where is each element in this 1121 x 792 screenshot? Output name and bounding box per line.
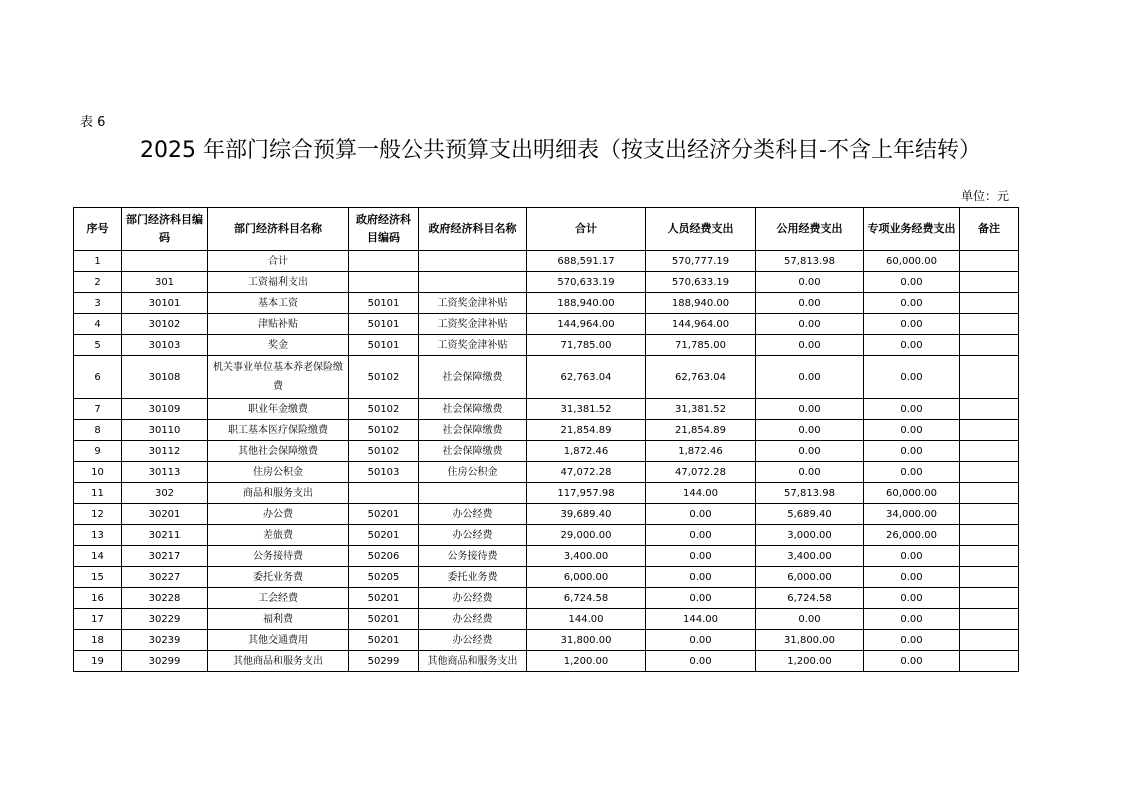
table-cell: 5,689.40 (756, 504, 864, 525)
table-cell: 71,785.00 (646, 335, 756, 356)
table-cell: 0.00 (646, 651, 756, 672)
table-cell: 5 (74, 335, 122, 356)
table-cell: 50101 (349, 293, 419, 314)
table-cell: 职业年金缴费 (208, 399, 349, 420)
table-cell: 50102 (349, 420, 419, 441)
table-cell (960, 651, 1019, 672)
table-cell: 0.00 (646, 525, 756, 546)
table-cell: 47,072.28 (527, 462, 646, 483)
table-cell: 3,400.00 (527, 546, 646, 567)
table-cell: 0.00 (646, 567, 756, 588)
table-row (74, 420, 1019, 441)
table-cell: 0.00 (756, 293, 864, 314)
table-cell (960, 483, 1019, 504)
table-cell: 30229 (122, 609, 208, 630)
table-cell (960, 293, 1019, 314)
table-cell: 委托业务费 (419, 567, 527, 588)
table-row (74, 609, 1019, 630)
table-cell (349, 483, 419, 504)
table-cell: 0.00 (756, 399, 864, 420)
table-cell (960, 314, 1019, 335)
table-cell: 0.00 (756, 272, 864, 293)
table-cell: 0.00 (864, 272, 960, 293)
table-cell: 30299 (122, 651, 208, 672)
table-cell: 50102 (349, 399, 419, 420)
table-cell: 4 (74, 314, 122, 335)
table-cell (122, 251, 208, 272)
table-cell: 津贴补贴 (208, 314, 349, 335)
table-cell: 3,400.00 (756, 546, 864, 567)
table-cell: 差旅费 (208, 525, 349, 546)
table-cell: 办公经费 (419, 525, 527, 546)
table-cell: 188,940.00 (646, 293, 756, 314)
table-cell: 144.00 (527, 609, 646, 630)
table-row (74, 651, 1019, 672)
table-cell: 50201 (349, 588, 419, 609)
table-cell: 0.00 (864, 420, 960, 441)
table-row (74, 335, 1019, 356)
table-body (74, 251, 1019, 672)
table-cell: 301 (122, 272, 208, 293)
header-cell: 备注 (960, 208, 1019, 251)
table-cell: 工资奖金津补贴 (419, 293, 527, 314)
table-cell: 奖金 (208, 335, 349, 356)
table-cell: 50205 (349, 567, 419, 588)
table-cell: 其他商品和服务支出 (419, 651, 527, 672)
table-cell: 6,724.58 (527, 588, 646, 609)
table-cell: 0.00 (864, 630, 960, 651)
table-cell: 30108 (122, 356, 208, 399)
table-cell: 1,200.00 (527, 651, 646, 672)
table-cell: 30112 (122, 441, 208, 462)
table-cell: 30201 (122, 504, 208, 525)
table-cell: 工会经费 (208, 588, 349, 609)
table-cell: 0.00 (864, 335, 960, 356)
table-row (74, 567, 1019, 588)
table-cell: 工资奖金津补贴 (419, 335, 527, 356)
table-cell: 0.00 (864, 567, 960, 588)
table-cell: 17 (74, 609, 122, 630)
table-cell: 机关事业单位基本养老保险缴费 (208, 356, 349, 399)
table-cell: 21,854.89 (527, 420, 646, 441)
table-cell (960, 356, 1019, 399)
table-cell: 144,964.00 (527, 314, 646, 335)
table-cell: 30109 (122, 399, 208, 420)
table-cell: 144.00 (646, 483, 756, 504)
table-cell: 31,381.52 (646, 399, 756, 420)
table-cell: 30211 (122, 525, 208, 546)
table-cell: 57,813.98 (756, 483, 864, 504)
table-cell: 办公经费 (419, 504, 527, 525)
table-cell: 6,000.00 (756, 567, 864, 588)
table-cell: 144,964.00 (646, 314, 756, 335)
table-cell: 0.00 (864, 651, 960, 672)
table-cell (960, 525, 1019, 546)
table-cell: 71,785.00 (527, 335, 646, 356)
table-row (74, 272, 1019, 293)
table-cell: 基本工资 (208, 293, 349, 314)
table-cell: 社会保障缴费 (419, 356, 527, 399)
table-cell: 0.00 (864, 441, 960, 462)
table-cell: 50102 (349, 356, 419, 399)
table-cell: 15 (74, 567, 122, 588)
table-cell: 0.00 (756, 420, 864, 441)
table-cell: 50201 (349, 525, 419, 546)
table-row (74, 525, 1019, 546)
table-cell (960, 630, 1019, 651)
header-cell: 合计 (527, 208, 646, 251)
table-row (74, 630, 1019, 651)
table-row (74, 546, 1019, 567)
table-cell: 144.00 (646, 609, 756, 630)
table-cell: 0.00 (646, 630, 756, 651)
table-cell (960, 441, 1019, 462)
table-cell (960, 399, 1019, 420)
table-cell: 31,381.52 (527, 399, 646, 420)
table-cell (960, 588, 1019, 609)
table-cell: 8 (74, 420, 122, 441)
table-cell: 商品和服务支出 (208, 483, 349, 504)
table-cell: 住房公积金 (419, 462, 527, 483)
table-cell (960, 251, 1019, 272)
table-cell: 30217 (122, 546, 208, 567)
table-cell: 0.00 (864, 462, 960, 483)
table-cell: 工资奖金津补贴 (419, 314, 527, 335)
table-cell: 13 (74, 525, 122, 546)
table-cell: 30101 (122, 293, 208, 314)
table-cell: 50201 (349, 630, 419, 651)
table-cell: 188,940.00 (527, 293, 646, 314)
table-cell: 50299 (349, 651, 419, 672)
table-row (74, 441, 1019, 462)
table-cell: 57,813.98 (756, 251, 864, 272)
table-cell (960, 335, 1019, 356)
table-cell: 办公经费 (419, 609, 527, 630)
table-cell: 公务接待费 (419, 546, 527, 567)
table-cell: 0.00 (756, 441, 864, 462)
table-cell: 30227 (122, 567, 208, 588)
table-cell: 50101 (349, 335, 419, 356)
table-cell: 50102 (349, 441, 419, 462)
header-cell: 序号 (74, 208, 122, 251)
table-cell (419, 251, 527, 272)
table-cell: 47,072.28 (646, 462, 756, 483)
table-cell: 6,724.58 (756, 588, 864, 609)
table-cell: 1,200.00 (756, 651, 864, 672)
table-cell: 570,633.19 (527, 272, 646, 293)
header-cell: 部门经济科目名称 (208, 208, 349, 251)
table-cell: 21,854.89 (646, 420, 756, 441)
table-cell: 6 (74, 356, 122, 399)
table-cell: 0.00 (756, 356, 864, 399)
table-cell: 其他社会保障缴费 (208, 441, 349, 462)
table-cell (960, 462, 1019, 483)
table-cell: 社会保障缴费 (419, 420, 527, 441)
table-cell: 合计 (208, 251, 349, 272)
table-cell: 30239 (122, 630, 208, 651)
header-cell: 人员经费支出 (646, 208, 756, 251)
table-row (74, 483, 1019, 504)
table-cell: 12 (74, 504, 122, 525)
table-row (74, 399, 1019, 420)
table-cell: 60,000.00 (864, 251, 960, 272)
table-cell: 社会保障缴费 (419, 399, 527, 420)
table-cell: 26,000.00 (864, 525, 960, 546)
table-cell: 0.00 (864, 399, 960, 420)
table-cell: 公务接待费 (208, 546, 349, 567)
table-cell: 社会保障缴费 (419, 441, 527, 462)
table-cell: 办公经费 (419, 630, 527, 651)
table-cell (960, 546, 1019, 567)
header-cell: 专项业务经费支出 (864, 208, 960, 251)
table-row (74, 251, 1019, 272)
table-cell: 1,872.46 (646, 441, 756, 462)
table-cell: 办公经费 (419, 588, 527, 609)
table-cell: 117,957.98 (527, 483, 646, 504)
table-cell (349, 251, 419, 272)
table-cell: 11 (74, 483, 122, 504)
table-cell: 30228 (122, 588, 208, 609)
table-cell: 39,689.40 (527, 504, 646, 525)
table-cell: 0.00 (756, 462, 864, 483)
table-cell: 62,763.04 (527, 356, 646, 399)
table-cell: 688,591.17 (527, 251, 646, 272)
table-cell: 31,800.00 (527, 630, 646, 651)
table-cell: 16 (74, 588, 122, 609)
table-number: 表 6 (80, 115, 106, 130)
table-cell: 30110 (122, 420, 208, 441)
table-cell: 0.00 (756, 609, 864, 630)
table-cell: 50201 (349, 504, 419, 525)
table-cell (419, 483, 527, 504)
table-cell: 34,000.00 (864, 504, 960, 525)
table-cell: 6,000.00 (527, 567, 646, 588)
table-cell: 3 (74, 293, 122, 314)
table-cell: 0.00 (756, 314, 864, 335)
header-cell: 部门经济科目编码 (122, 208, 208, 251)
table-cell: 0.00 (646, 546, 756, 567)
table-cell: 18 (74, 630, 122, 651)
table-cell: 其他交通费用 (208, 630, 349, 651)
table-cell: 50103 (349, 462, 419, 483)
table-cell: 0.00 (864, 356, 960, 399)
table-cell: 0.00 (864, 609, 960, 630)
table-cell: 302 (122, 483, 208, 504)
table-cell: 福利费 (208, 609, 349, 630)
table-cell: 31,800.00 (756, 630, 864, 651)
table-cell: 0.00 (646, 504, 756, 525)
table-cell: 30113 (122, 462, 208, 483)
page-title: 2025 年部门综合预算一般公共预算支出明细表（按支出经济分类科目-不含上年结转） (140, 138, 981, 163)
header-row (74, 208, 1019, 251)
header-cell: 公用经费支出 (756, 208, 864, 251)
table-cell: 50206 (349, 546, 419, 567)
table-cell: 0.00 (864, 314, 960, 335)
budget-table (73, 207, 1019, 672)
table-cell (419, 272, 527, 293)
table-cell: 7 (74, 399, 122, 420)
table-row (74, 504, 1019, 525)
table-cell: 职工基本医疗保险缴费 (208, 420, 349, 441)
table-cell: 29,000.00 (527, 525, 646, 546)
table-cell: 2 (74, 272, 122, 293)
table-cell: 0.00 (756, 335, 864, 356)
table-cell: 办公费 (208, 504, 349, 525)
unit-label: 单位：元 (960, 189, 1009, 203)
table-cell: 9 (74, 441, 122, 462)
table-cell: 工资福利支出 (208, 272, 349, 293)
table-cell: 570,633.19 (646, 272, 756, 293)
table-row (74, 314, 1019, 335)
table-cell: 50201 (349, 609, 419, 630)
table-cell (960, 420, 1019, 441)
table-cell: 30103 (122, 335, 208, 356)
table-cell: 0.00 (864, 588, 960, 609)
table-cell: 1,872.46 (527, 441, 646, 462)
table-cell: 0.00 (646, 588, 756, 609)
table-cell: 60,000.00 (864, 483, 960, 504)
table-cell: 其他商品和服务支出 (208, 651, 349, 672)
table-cell: 0.00 (864, 293, 960, 314)
table-row (74, 462, 1019, 483)
table-cell (349, 272, 419, 293)
header-cell: 政府经济科目编码 (349, 208, 419, 251)
table-cell (960, 504, 1019, 525)
table-cell: 1 (74, 251, 122, 272)
table-cell: 30102 (122, 314, 208, 335)
table-row (74, 293, 1019, 314)
header-cell: 政府经济科目名称 (419, 208, 527, 251)
table-cell: 14 (74, 546, 122, 567)
table-cell: 10 (74, 462, 122, 483)
table-cell: 委托业务费 (208, 567, 349, 588)
table-cell: 0.00 (864, 546, 960, 567)
table-row (74, 356, 1019, 399)
table-cell: 3,000.00 (756, 525, 864, 546)
table-cell: 50101 (349, 314, 419, 335)
table-cell: 19 (74, 651, 122, 672)
table-cell (960, 272, 1019, 293)
table-row (74, 588, 1019, 609)
table-cell: 住房公积金 (208, 462, 349, 483)
table-cell (960, 567, 1019, 588)
table-cell: 62,763.04 (646, 356, 756, 399)
table-cell: 570,777.19 (646, 251, 756, 272)
table-cell (960, 609, 1019, 630)
